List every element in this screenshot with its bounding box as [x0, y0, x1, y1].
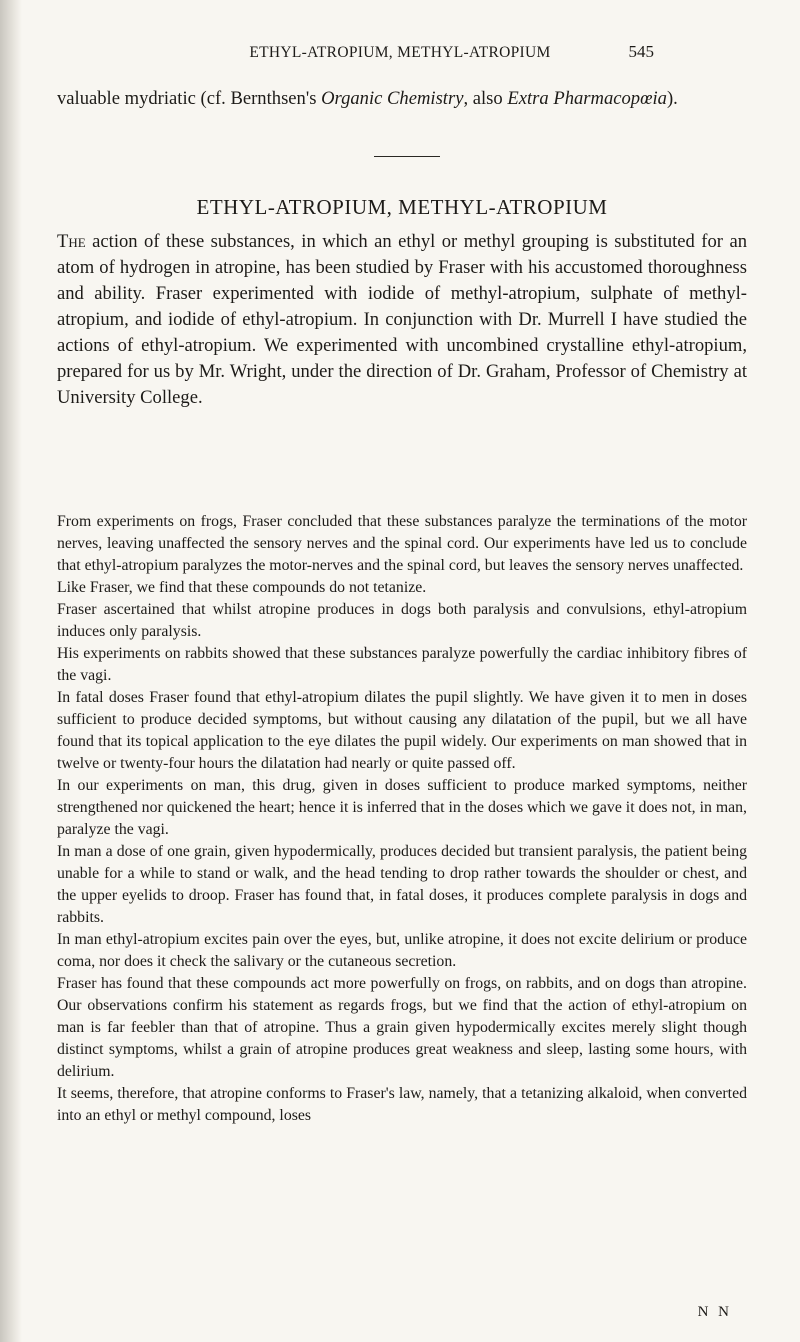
intro-paragraph: [57, 86, 747, 112]
small-type-section: [57, 511, 747, 1127]
small-paragraph: Like Fraser, we find that these compounds do not tetanize.: [57, 579, 427, 596]
main-paragraph-text: action of these substances, in which an ethyl or methyl grouping is substituted for an atom of hydrogen in atropine, has been studied by Fraser with his accustomed thoroughness and ability. Fraser experimented with iodide of methyl-atropium, sulphate of methyl-atropium, and iodide of ethyl-atropium. In conjunction with Dr. Murrell I have studied the actions of ethyl-atropium. We experimented with uncombined crystalline ethyl-atropium, prepared for us by Mr. Wright, under the direction of Dr. Graham, Professor of Chemistry at University College.: [57, 231, 747, 408]
intro-text-post: ).: [666, 88, 678, 109]
section-divider-rule: [374, 156, 440, 157]
intro-text-pre: valuable mydriatic (cf. Bernthsen's: [57, 88, 322, 109]
small-paragraph: His experiments on rabbits showed that these substances paralyze powerfully the cardiac inhibitory fibres of the vagi.: [57, 645, 747, 684]
small-paragraph: In our experiments on man, this drug, given in doses sufficient to produce marked symptoms, neither strengthened nor quickened the heart; hence it is inferred that in the doses which we gave it does not, in man, paralyze the vagi.: [57, 777, 747, 838]
page-number: 545: [628, 42, 654, 61]
small-paragraph: Fraser ascertained that whilst atropine produces in dogs both paralysis and convulsions, ethyl-atropium induces only paralysis.: [57, 601, 747, 640]
main-paragraph: [57, 229, 747, 411]
book-title-organic-chemistry: Organic Chemistry: [321, 88, 464, 109]
main-paragraph-lead: The: [57, 231, 86, 252]
page-gutter-shadow: [0, 0, 22, 1342]
small-paragraph: It seems, therefore, that atropine conforms to Fraser's law, namely, that a tetanizing alkaloid, when converted into an ethyl or methyl compound, loses: [57, 1085, 747, 1124]
section-heading: ETHYL-ATROPIUM, METHYL-ATROPIUM: [196, 195, 608, 219]
small-paragraph: In fatal doses Fraser found that ethyl-atropium dilates the pupil slightly. We have given it to men in doses sufficient to produce decided symptoms, but without causing any dilatation of the pupil, but we all have found that its topical application to the eye dilates the pupil widely. Our experiments on man showed that in twelve or twenty-four hours the dilatation had nearly or quite passed off.: [57, 689, 747, 772]
small-paragraph: In man a dose of one grain, given hypodermically, produces decided but transient paralysis, the patient being unable for a while to stand or walk, and the head tending to drop rather towards the shoulder or chest, and the upper eyelids to droop. Fraser has found that, in fatal doses, it produces complete paralysis in dogs and rabbits.: [57, 843, 747, 926]
book-title-extra-pharmacopoeia: Extra Pharmacopœia: [507, 88, 667, 109]
small-paragraph: From experiments on frogs, Fraser concluded that these substances paralyze the terminations of the motor nerves, leaving unaffected the sensory nerves and the spinal cord. Our experiments have led us to conclude that ethyl-atropium paralyzes the motor-nerves and the spinal cord, but leaves the sensory nerves unaffected.: [57, 513, 747, 574]
signature-mark: N N: [697, 1304, 732, 1320]
small-paragraph: Fraser has found that these compounds act more powerfully on frogs, on rabbits, and on dogs than atropine. Our observations confirm his statement as regards frogs, but we find that the action of ethyl-atropium on man is far feebler than that of atropine. Thus a grain given hypodermically excites merely slight though distinct symptoms, whilst a grain of atropine produces great weakness and sleep, lasting some hours, with delirium.: [57, 975, 747, 1080]
running-head: ETHYL-ATROPIUM, METHYL-ATROPIUM: [249, 44, 551, 61]
intro-text-mid: , also: [463, 88, 508, 109]
small-paragraph: In man ethyl-atropium excites pain over the eyes, but, unlike atropine, it does not excite delirium or produce coma, nor does it check the salivary or the cutaneous secretion.: [57, 931, 747, 970]
